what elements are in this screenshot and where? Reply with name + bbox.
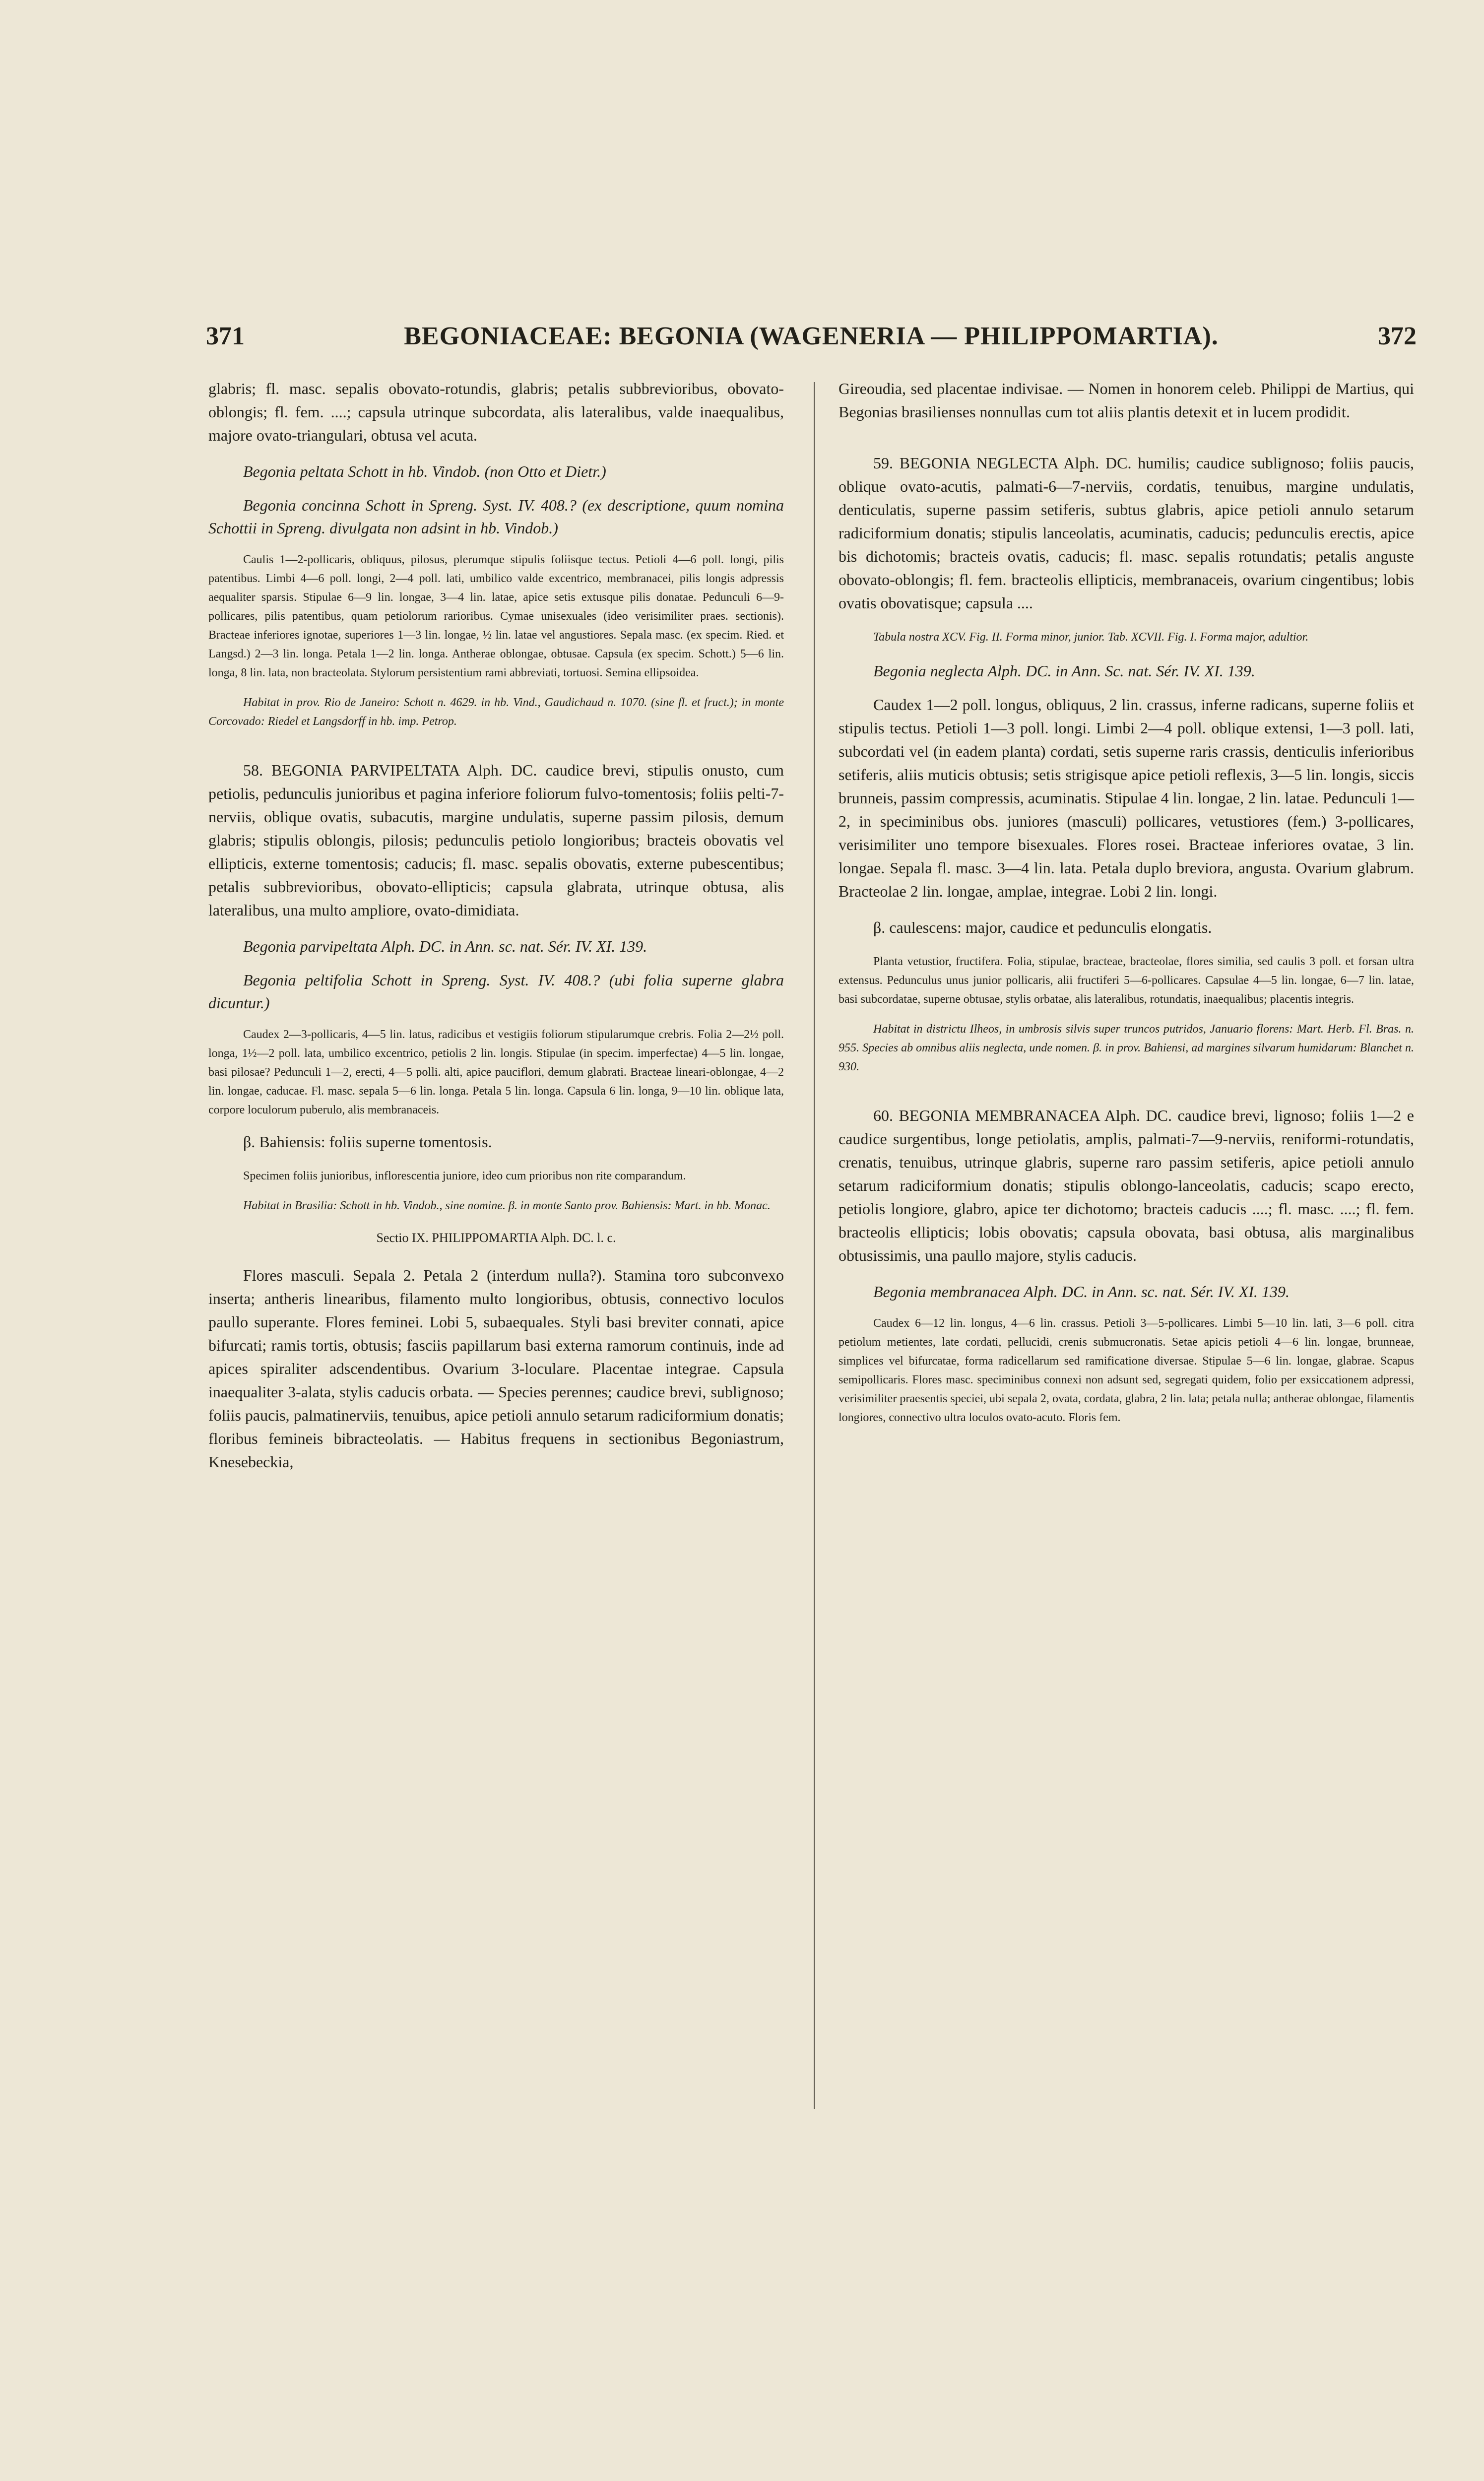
species-59-diagnosis: 59. BEGONIA NEGLECTA Alph. DC. humilis; caudice sublignoso; foliis paucis, oblique ovato-acutis, palmati-6—7-nerviis, cordatis, tenuibus, margine undulatis, denticulatis, superne passim setiferis, subtus glabris, apice petioli annulo setarum radiciformium donatis; stipulis lanceolatis, acuminatis, caducis; pedunculis erectis, apice bis dichotomis; bracteis ovatis, caducis; fl. masc. sepalis rotundatis; petalis anguste obovato-oblongis; fl. fem. bracteolis ellipticis, membranaceis, ovarium cingentibus; lobis ovatis obovatisque; capsula .... xyxy=(839,454,1414,612)
plate-reference: Tabula nostra XCV. Fig. II. Forma minor, junior. Tab. XCVII. Fig. I. Forma major, adultior. xyxy=(873,631,1309,644)
synonym: Begonia concinna Schott in Spreng. Syst. IV. 408.? (ex descriptione, quum nomina Schottii in Spreng. divulgata non adsint in hb. Vindob.) xyxy=(208,496,784,537)
variety-beta: β. Bahiensis: foliis superne tomentosis. xyxy=(243,1133,492,1151)
section-description: Flores masculi. Sepala 2. Petala 2 (interdum nulla?). Stamina toro subconvexo inserta; antheris linearibus, filamento multo longioribus, obtusis, connectivo loculos paullo superante. Flores feminei. Lobi 5, subaequales. Styli basi breviter connati, apice bifurcati; ramis tortis, obtusis; fasciis papillarum basi externa ramorum continuis, inde ad apices spiraliter adscendentibus. Ovarium 3-loculare. Placentae integrae. Capsula inaequaliter 3-alata, stylis caducis orbata. — Species perennes; caudice brevi, sublignoso; foliis paucis, palmatinerviis, tenuibus, apice petioli annulo setarum radiciformium donatis; floribus femineis bibracteolatis. — Habitus frequens in sectionibus Begoniastrum, Knesebeckia, xyxy=(208,1266,784,1471)
morphology-description: Caulis 1—2-pollicaris, obliquus, pilosus, plerumque stipulis foliisque tectus. Petioli 4—6 poll. longi, pilis patentibus. Limbi 4—6 poll. longi, 2—4 poll. lati, umbilico valde excentrico, membranacei, pilis longis adpressis aequaliter sparsis. Stipulae 6—9 lin. longae, 3—4 lin. latae, apice setis extusque pilis donatae. Pedunculi 6—9-pollicares, pilis patentibus, quam petiolorum rarioribus. Cymae unisexuales (ideo verisimiliter praes. sectionis). Bracteae inferiores ignotae, superiores 1—3 lin. longae, ½ lin. latae vel angustiores. Sepala masc. (ex specim. Ried. et Langsd.) 2—3 lin. longa. Petala 1—2 lin. longa. Antherae oblongae, obtusae. Capsula (ex specim. Schott.) 5—6 lin. longa, 8 lin. lata, non bracteolata. Stylorum persistentium rami abbreviati, tortuosi. Semina ellipsoidea. xyxy=(208,553,784,679)
continued-section-text: Gireoudia, sed placentae indivisae. — Nomen in honorem celeb. Philippi de Martius, qui Begonias brasilienses nonnullas cum tot aliis plantis detexit et in lucem prodidit. xyxy=(839,380,1414,421)
page-number-right: 372 xyxy=(1378,322,1417,350)
running-title: BEGONIACEAE: BEGONIA (WAGENERIA — PHILIPPOMARTIA). xyxy=(404,322,1219,350)
right-column xyxy=(839,377,1414,1438)
continued-description: glabris; fl. masc. sepalis obovato-rotundis, glabris; petalis subbrevioribus, obovato-oblongis; fl. fem. ....; capsula utrinque subcordata, alis lateralibus, valde inaequalibus, majore ovato-triangulari, obtusa vel acuta. xyxy=(208,380,784,444)
synonym: Begonia peltata Schott in hb. Vindob. (non Otto et Dietr.) xyxy=(243,462,606,480)
morphology-description: Caudex 1—2 poll. longus, obliquus, 2 lin. crassus, inferne radicans, superne foliis et stipulis tectus. Petioli 1—3 poll. longi. Limbi 2—4 poll. oblique extensi, 1—3 poll. lati, subcordati vel (in eadem planta) cordati, setis superne raris crassis, denticulis inferioribus setiferis, aliis muticis obtusis; setis strigisque apice petioli reflexis, 3—5 lin. longis, siccis brunneis, passim compressis, acuminatis. Stipulae 4 lin. longae, 2 lin. latae. Pedunculi 1—2, in speciminibus obs. juniores (masculi) pollicares, vetustiores (fem.) 3-pollicares, verisimiliter uno tempore bisexuales. Flores rosei. Bracteae inferiores ovatae, 3 lin. longae. Sepala fl. masc. 3—4 lin. lata. Petala duplo breviora, angusta. Ovarium glabrum. Bracteolae 2 lin. longae, amplae, integrae. Lobi 2 lin. longi. xyxy=(839,696,1414,900)
habitat-note: Habitat in Brasilia: Schott in hb. Vindob., sine nomine. β. in monte Santo prov. Bahiensis: Mart. in hb. Monac. xyxy=(243,1199,771,1212)
habitat-note: Habitat in prov. Rio de Janeiro: Schott n. 4629. in hb. Vind., Gaudichaud n. 1070. (sine fl. et fruct.); in monte Corcovado: Riedel et Langsdorff in hb. imp. Petrop. xyxy=(208,696,784,728)
section-heading: Sectio IX. PHILIPPOMARTIA Alph. DC. l. c. xyxy=(376,1231,616,1245)
synonym: Begonia neglecta Alph. DC. in Ann. Sc. nat. Sér. IV. XI. 139. xyxy=(873,662,1255,680)
synonym: Begonia peltifolia Schott in Spreng. Syst. IV. 408.? (ubi folia superne glabra dicuntur.) xyxy=(208,971,784,1012)
variety-beta: β. caulescens: major, caudice et pedunculis elongatis. xyxy=(873,918,1212,936)
habitat-note: Habitat in districtu Ilheos, in umbrosis silvis super truncos putridos, Januario florens: Mart. Herb. Fl. Bras. n. 955. Species ab omnibus aliis neglecta, unde nomen. β. in prov. Bahiensi, ad margines silvarum humidarum: Blanchet n. 930. xyxy=(839,1023,1414,1073)
species-58-diagnosis: 58. BEGONIA PARVIPELTATA Alph. DC. caudice brevi, stipulis onusto, cum petiolis, pedunculis junioribus et pagina inferiore foliorum fulvo-tomentosis; foliis pelti-7-nerviis, oblique ovatis, subacutis, margine undulatis, superne passim pilosis, demum glabris; stipulis oblongis, pilosis; pedunculis petiolo longioribus; bracteis obovatis vel ellipticis, externe tomentosis; caducis; fl. masc. sepalis obovatis, externe pubescentibus; petalis subbrevioribus, obovato-ellipticis; capsula glabrata, utrinque obtusa, alis lateralibus, una multo ampliore, ovato-dimidiata. xyxy=(208,761,784,919)
specimen-note: Specimen foliis junioribus, inflorescentia juniore, ideo cum prioribus non rite comparandum. xyxy=(243,1170,686,1182)
column-divider xyxy=(814,382,815,2109)
morphology-description: Planta vetustior, fructifera. Folia, stipulae, bracteae, bracteolae, flores similia, sed caulis 3 poll. et forsan ultra extensus. Pedunculus unus junior pollicaris, alii fructiferi 5—6-pollicares. Capsulae 4—5 lin. longae, 6—7 lin. latae, basi subcordatae, superne obtusae, stylis orbatae, alis lateralibus, rotundatis, inaequalibus; placentis integris. xyxy=(839,955,1414,1006)
page-number-left: 371 xyxy=(206,322,245,350)
morphology-description: Caudex 2—3-pollicaris, 4—5 lin. latus, radicibus et vestigiis foliorum stipularumque crebris. Folia 2—2½ poll. longa, 1½—2 poll. lata, umbilico excentrico, petiolis 2 lin. longis. Stipulae (in specim. imperfectae) 4—5 lin. longae, basi pilosae? Pedunculi 1—2, erecti, 4—5 polli. alti, apice pauciflori, demum glabrati. Bracteae lineari-oblongae, 4—2 lin. longae, caducae. Fl. masc. sepala 5—6 lin. longa. Petala 5 lin. longa. Capsula 6 lin. longa, 9—10 lin. oblique lata, corpore loculorum puberulo, alis membranaceis. xyxy=(208,1028,784,1116)
left-column xyxy=(208,377,784,1487)
morphology-description: Caudex 6—12 lin. longus, 4—6 lin. crassus. Petioli 3—5-pollicares. Limbi 5—10 lin. lati, 3—6 poll. citra petiolum metientes, late cordati, pellucidi, crenis submucronatis. Setae apicis petioli 4—6 lin. longae, brunneae, simplices vel bifurcatae, forma radicellarum sed ramificatione diversae. Stipulae 5—6 lin. longae, glabrae. Scapus semipollicaris. Flores masc. speciminibus connexi non adsunt sed, segregati quidem, folio per exsiccationem adpressi, verisimiliter praesentis speciei, ubi sepala 2, ovata, cordata, glabra, 2 lin. lata; petala nulla; antherae oblongae, filamentis longiores, connectivo ultra loculos ovato-acuto. Floris fem. xyxy=(839,1317,1414,1424)
species-60-diagnosis: 60. BEGONIA MEMBRANACEA Alph. DC. caudice brevi, lignoso; foliis 1—2 e caudice surgentibus, longe petiolatis, amplis, palmati-7—9-nerviis, reniformi-rotundatis, crenatis, tenuibus, utrinque glabris, superne raro passim setiferis, apice petioli annulo setarum radiciformium donatis; stipulis oblongo-lanceolatis, caducis; scapo erecto, petiolis longiore, glabro, apice ter dichotomo; bracteis caducis ....; fl. masc. ....; fl. fem. bracteolis ellipticis; lobis obovatis; capsula obovata, basi obtusa, alis marginalibus obtusissimis, una paullo majore, stylis caducis. xyxy=(839,1107,1414,1264)
running-header xyxy=(206,322,1417,366)
synonym: Begonia parvipeltata Alph. DC. in Ann. sc. nat. Sér. IV. XI. 139. xyxy=(243,937,647,955)
synonym: Begonia membranacea Alph. DC. in Ann. sc. nat. Sér. IV. XI. 139. xyxy=(873,1283,1290,1301)
